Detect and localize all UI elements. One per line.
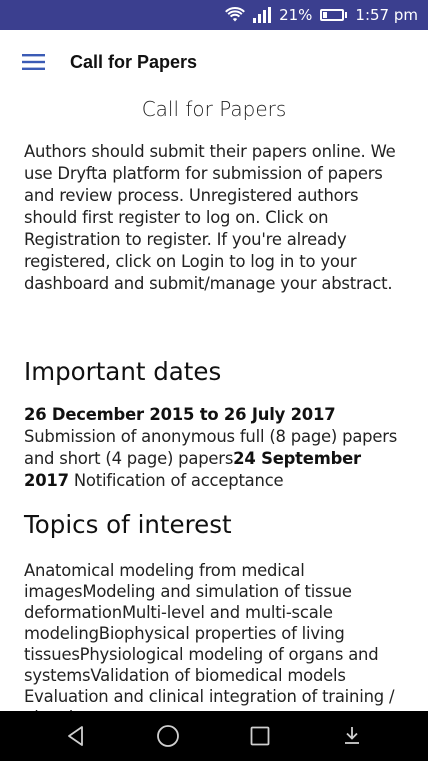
intro-paragraph: Authors should submit their papers online. We use Dryfta platform for submission of papers and review process. Unregistered authors should first register to log on. Click on Registration to register. If you're already registered, click on Login to log in to your dashboard and submit/manage your abstract. bbox=[24, 142, 396, 293]
recents-button[interactable] bbox=[230, 711, 290, 761]
main-content[interactable] bbox=[0, 94, 428, 711]
notifications-pulldown-icon bbox=[342, 725, 362, 747]
topics-heading: Topics of interest bbox=[24, 510, 232, 539]
topics-text: Anatomical modeling from medical imagesModeling and simulation of tissue deformationMulti-level and multi-scale modelingBiophysical properties of living tissuesPhysiological modeling of organs and systemsValidation of biomedical models Evaluation and clinical integration of training / bbox=[24, 561, 395, 706]
back-icon bbox=[65, 725, 87, 747]
battery-icon bbox=[320, 9, 347, 21]
page-title: Call for Papers bbox=[141, 97, 287, 121]
home-icon bbox=[156, 724, 180, 748]
submission-description: Submission of anonymous full (8 page) papers and short (4 page) papers bbox=[24, 427, 398, 468]
back-button[interactable] bbox=[46, 711, 106, 761]
wifi-icon bbox=[225, 7, 245, 23]
clock: 1:57 pm bbox=[355, 6, 418, 24]
home-button[interactable] bbox=[138, 711, 198, 761]
hamburger-menu-icon bbox=[22, 53, 46, 71]
status-bar bbox=[0, 0, 428, 30]
signal-icon bbox=[253, 7, 271, 23]
notification-description: Notification of acceptance bbox=[68, 471, 284, 490]
battery-percent: 21% bbox=[279, 6, 313, 24]
notifications-pulldown-button[interactable] bbox=[322, 711, 382, 761]
app-bar-title: Call for Papers bbox=[70, 51, 198, 72]
recents-icon bbox=[250, 726, 270, 746]
battery-fill bbox=[323, 12, 327, 18]
app-bar bbox=[0, 30, 428, 94]
submission-date-range: 26 December 2015 to 26 July 2017 bbox=[24, 405, 336, 424]
important-dates-text bbox=[24, 404, 404, 492]
important-dates-heading: Important dates bbox=[24, 357, 222, 386]
notification-date: 24 September 2017 bbox=[24, 449, 361, 490]
system-navigation-bar bbox=[0, 711, 428, 761]
menu-button[interactable] bbox=[0, 30, 68, 94]
